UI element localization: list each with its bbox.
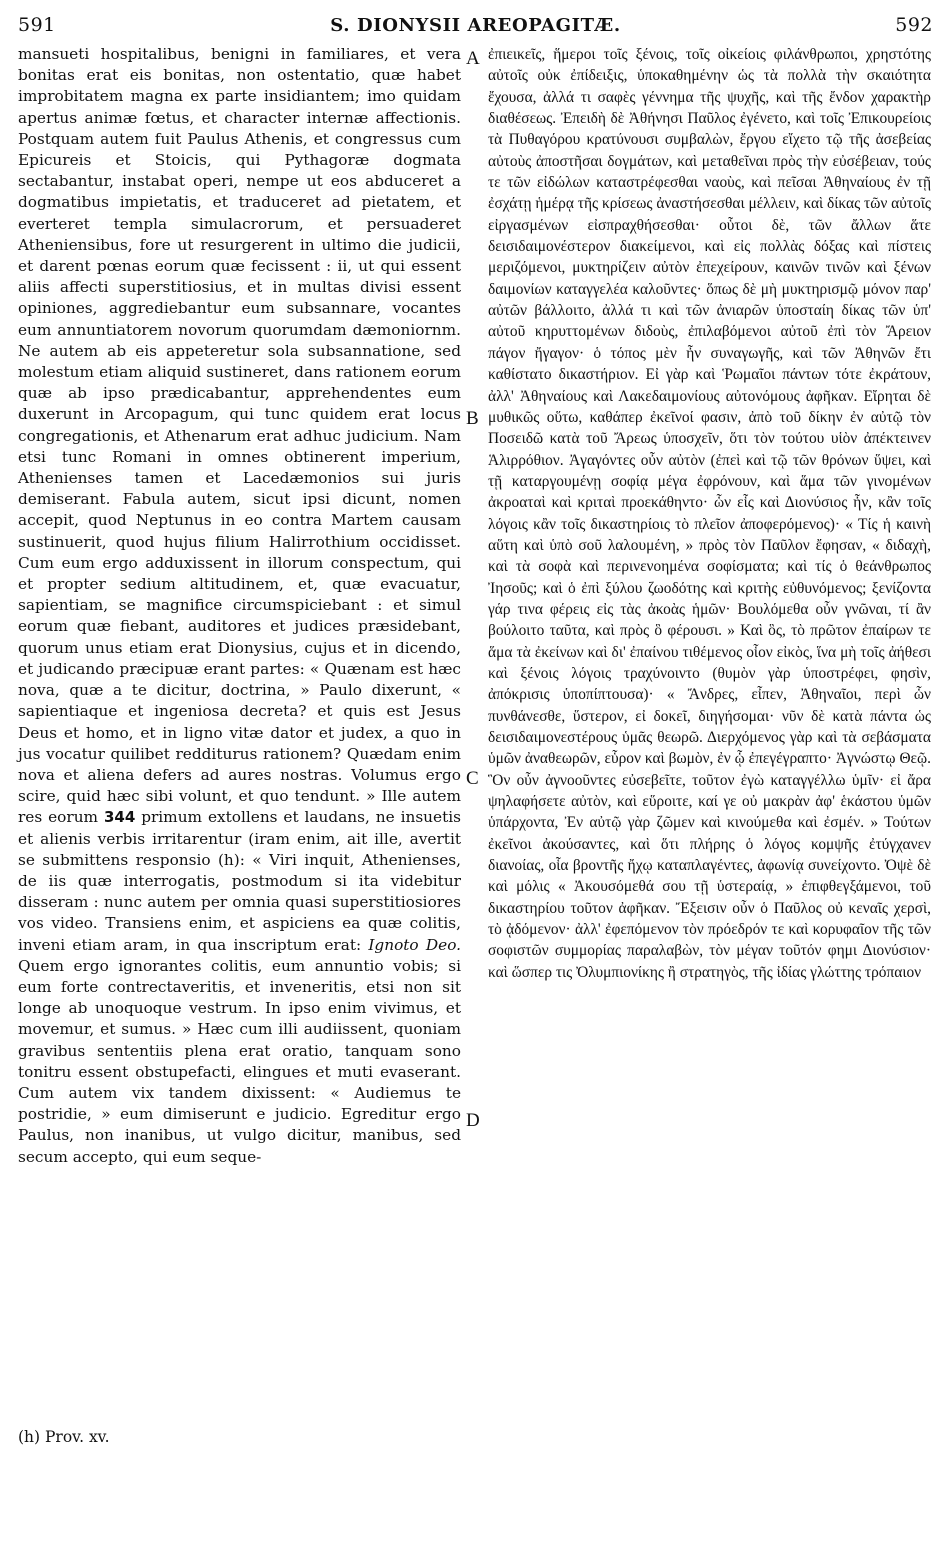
latin-column (18, 44, 461, 1168)
footnote: (h) Prov. xv. (18, 1428, 110, 1446)
greek-column (488, 44, 931, 983)
margin-marker-b: B (466, 408, 479, 429)
latin-text-part2: primum extollens et laudans, ne insuetis et alienis verbis irritarentur (iram enim, ait ille, avertit se submittens responsio (18, 808, 461, 869)
margin-marker-d: D (466, 1110, 480, 1131)
margin-marker-a: A (466, 48, 480, 69)
footnote-reference: (h) (217, 850, 240, 869)
latin-text-part4: Quem ergo ignorantes colitis, eum annuntio vobis; si eum forte contrectaveritis, et inveneritis, etsi non sit longe ab unoquoque vestrum. In ipso enim vivimus, et movemur, et sumus. » Hæc cum illi audiissent, quoniam gravibus sententiis plena erat oratio, tanquam sono tonitru essent obstupefacti, elingues et muti evaserant. Cum autem vix tandem dixissent: « Audiemus te postridie, » eum dimiserunt e judicio. Egreditur ergo Paulus, non inanibus, ut vulgo dicitur, manibus, sed secum accepto, qui eum seque- (18, 956, 461, 1166)
margin-marker-c: C (466, 768, 479, 789)
inscription: Ignoto Deo. (368, 935, 461, 954)
column-number: 344 (103, 808, 136, 827)
page-number-left: 591 (18, 14, 56, 36)
page-number-right: 592 (895, 14, 933, 36)
latin-text-part3: : « Viri inquit, Athenienses, de iis quæ interrogatis, postmodum si ita videbitur disseram : nunc autem per omnia quasi superstitiosiores vos video. Transiens enim, et aspiciens ea quæ colitis, inveni etiam aram, in qua inscriptum erat: (18, 850, 461, 954)
latin-text-part1: mansueti hospitalibus, benigni in familiares, et vera bonitas erat eis bonitas, non ostentatio, quæ habet improbitatem magna ex parte insidiantem; imo quidam apertus animæ fœtus, et character internæ affectionis. Postquam autem fuit Paulus Athenis, et congressus cum Epicureis et Stoicis, qui Pythagoræ dogmata sectabantur, instabat operi, nempe ut eos abduceret a dogmatibus impietatis, et traduceret ad pietatem, et everteret templa simulacrorum, et persuaderet Atheniensibus, fore ut resurgerent in ultimo die judicii, et darent pœnas eorum quæ fecissent : ii, ut qui essent aliis affecti superstitiosius, et in multas divisi essent opiniones, aggrediebantur eum subsannare, vocantes eum annuntiatorem novorum quorumdam dæmoniornm. Ne autem ab eis appeteretur sola subsannatione, sed molestum etiam aliquid sustineret, dans rationem eorum quæ ab ipso prædicabantur, apprehendentes eum duxerunt in Arcopagum, qui tunc quidem erat locus congregationis, et Athenarum erat adhuc judicium. Nam etsi tunc Romani in omnes obtinerent imperium, Athenienses tamen et Lacedæmonios sui juris demiserant. Fabula autem, sicut ipsi dicunt, nomen accepit, quod Neptunus in eo contra Martem causam sustinuerit, quod hujus filium Halirrothium occidisset. Cum eum ergo adduxissent in illorum conspectum, qui et propter sedium altitudinem, et, quæ evacuatur, sapientiam, se magnifice circumspiciebant : et simul eorum quæ fiebant, auditores et judices præsidebant, quorum unus etiam erat Dionysius, cujus et in dicendo, et judicando præcipuæ erant partes: « Quænam est hæc nova, quæ a te dicitur, doctrina, » Paulo dixerunt, « sapientiaque et ingeniosa decreta? et quis est Jesus Deus et homo, et in ligno vitæ dator et judex, a quo in jus vocatur quilibet redditurus rationem? Quædam enim nova et aliena defers ad aures nostras. Volumus ergo scire, quid hæc sibi volunt, et quo tendunt. » Ille autem res eorum (18, 45, 461, 827)
latin-text (18, 44, 461, 1168)
running-title: S. DIONYSII AREOPAGITÆ. (330, 15, 621, 36)
greek-text: ἐπιεικεῖς, ἥμεροι τοῖς ξένοις, τοῖς οἰκείοις φιλάνθρωποι, χρηστότης αὐτοῖς οὐκ ἐπίδειξις, ὑποκαθημένην ὡς τὰ πολλὰ τὴν σκαιότητα ἔχουσα, ἀλλά τι σαφὲς γέννημα τῆς ψυχῆς, καὶ τῆς ἔνδον χαρακτὴρ διαθέσεως. Ἐπειδὴ δὲ Ἀθήνησι Παῦλος ἐγένετο, καὶ τοῖς Ἐπικουρείοις τὰ Πυθαγόρου κρατύνουσι συμβαλὼν, ἔργου εἴχετο τῷ τῆς ἀσεβείας αὐτοὺς ἀποστῆσαι δογμάτων, καὶ μεταθεῖναι πρὸς τὴν εὐσέβειαν, τούς τε τῶν εἰδώλων καταστρέφεσθαι ναοὺς, καὶ πεῖσαι Ἀθηναίους ἐν τῇ ἐσχάτῃ ἡμέρᾳ τῆς κρίσεως ἀναστήσεσθαι μέλλειν, καὶ δίκας τῶν αὐτοῖς εἰργασμένων εἰσπραχθήσεσθαι· οὗτοι δὲ, τῶν ἄλλων ἅτε δεισιδαιμονέστερον διακείμενοι, καὶ εἰς πολλὰς δόξας καὶ πίστεις μεριζόμενοι, μυκτηρίζειν αὐτὸν ἐπεχείρουν, καινῶν τινῶν καὶ ξένων δαιμονίων καταγγελέα καλοῦντες· ὅπως δὲ μὴ μυκτηρισμῷ μόνον παρ' αὐτῶν βάλλοιτο, ἀλλά τι καὶ τῶν ἀνιαρῶν ὑποσταίη δίκας τῶν ὑπ' αὐτοῦ κηρυττομένων διδοὺς, ἐπιλαβόμενοι αὐτοῦ ἐπὶ τὸν Ἄρειον πάγον ἤγαγον· ὁ τόπος μὲν ἦν συναγωγῆς, καὶ τῶν Ἀθηνῶν ἔτι καθίστατο δικαστήριον. Εἰ γὰρ καὶ Ῥωμαῖοι πάντων τότε ἐκράτουν, ἀλλ' Ἀθηναίους καὶ Λακεδαιμονίους αὐτονόμους ἀφῆκαν. Εἴρηται δὲ μυθικῶς οὕτω, καθάπερ ἐκεῖνοί φασιν, ἀπὸ τοῦ δίκην ἐν αὐτῷ τὸν Ποσειδῶ κατὰ τοῦ Ἄρεως ὑποσχεῖν, ὅτι τὸν τούτου υἱὸν ἀπέκτεινεν Ἁλιρρόθιον. Ἀγαγόντες οὖν αὐτὸν (ἐπεὶ καὶ τῷ τῶν θρόνων ὕψει, καὶ τῇ καταργουμένῃ σοφίᾳ μέγα ἐφρόνουν, καὶ ἅμα τῶν γινομένων ἀκροαταὶ καὶ κριταὶ προεκάθηντο· ὧν εἷς καὶ Διονύσιος ἦν, κἂν τοῖς λόγοις κἂν τοῖς δικαστηρίοις τὸ πλεῖον ἀποφερόμενος)· « Τίς ἡ καινὴ αὕτη καὶ ὑπὸ σοῦ λαλουμένη, » πρὸς τὸν Παῦλον ἔφησαν, « διδαχὴ, καὶ τὰ σοφὰ καὶ περινενοημένα σοφίσματα; καὶ τίς ὁ θεάνθρωπος Ἰησοῦς; καὶ ὁ ἐπὶ ξύλου ζωοδότης καὶ κριτὴς εὐθυνόμενος; ξενίζοντα γάρ τινα φέρεις εἰς τὰς ἀκοὰς ἡμῶν· Βουλόμεθα οὖν γνῶναι, τί ἂν βούλοιτο ταῦτα, καὶ πρὸς ὃ φέρουσι. » Καὶ ὃς, τὸ πρῶτον ἐπαίρων τε ἅμα τὰ ἐκείνων καὶ δι' ἐπαίνου τιθέμενος οἷον εἰκὸς, ἵνα μὴ τοῖς ἀήθεσι καὶ ξένοις λόγοις τραχύνοιντο (θυμὸν γὰρ ὑποστρέφει, φησὶν, ἀπόκρισις ὑποπίπτουσα)· « Ἄνδρες, εἶπεν, Ἀθηναῖοι, περὶ ὧν πυνθάνεσθε, ὕστερον, εἰ δοκεῖ, διηγήσομαι· νῦν δὲ κατὰ πάντα ὡς δεισιδαιμονεστέρους ὑμᾶς θεωρῶ. Διερχόμενος γὰρ καὶ τὰ σεβάσματα ὑμῶν ἀναθεωρῶν, εὗρον καὶ βωμὸν, ἐν ᾧ ἐπεγέγραπτο· Ἀγνώστῳ Θεῷ. Ὃν οὖν ἀγνοοῦντες εὐσεβεῖτε, τοῦτον ἐγὼ καταγγέλλω ὑμῖν· εἰ ἄρα ψηλαφήσετε αὐτὸν, καὶ εὕροιτε, καί γε οὐ μακρὰν ἀφ' ἑκάστου ὑμῶν ὑπάρχοντα, Ἐν αὐτῷ γὰρ ζῶμεν καὶ κινούμεθα καὶ ἐσμέν. » Τούτων ἐκεῖνοι ἀκούσαντες, καὶ ὅτι πλήρης ὁ λόγος κομψῆς ἐτύγχανεν διανοίας, οἷα βροντῆς ἤχῳ καταπλαγέντες, ἀφωνίᾳ συνείχοντο. Ὀψὲ δὲ καὶ μόλις « Ἀκουσόμεθά σου τῇ ὑστεραίᾳ, » ἐπιφθεγξάμενοι, τοῦ δικαστηρίου τοῦτον ἀφῆκαν. Ἔξεισιν οὖν ὁ Παῦλος οὐ κεναῖς χερσὶ, τὸ ᾀδόμενον· ἀλλ' ἐφεπόμενον τὸν πρόεδρόν τε καὶ κορυφαῖον τῆς τῶν σοφιστῶν συμμορίας παραλαβὼν, τὸν μέγαν τοῦτόν φημι Διονύσιον· καὶ ὥσπερ τις Ὀλυμπιονίκης ἢ στρατηγὸς, τῆς ἰδίας γλώττης τρόπαιον (488, 46, 931, 981)
running-header (18, 8, 933, 38)
